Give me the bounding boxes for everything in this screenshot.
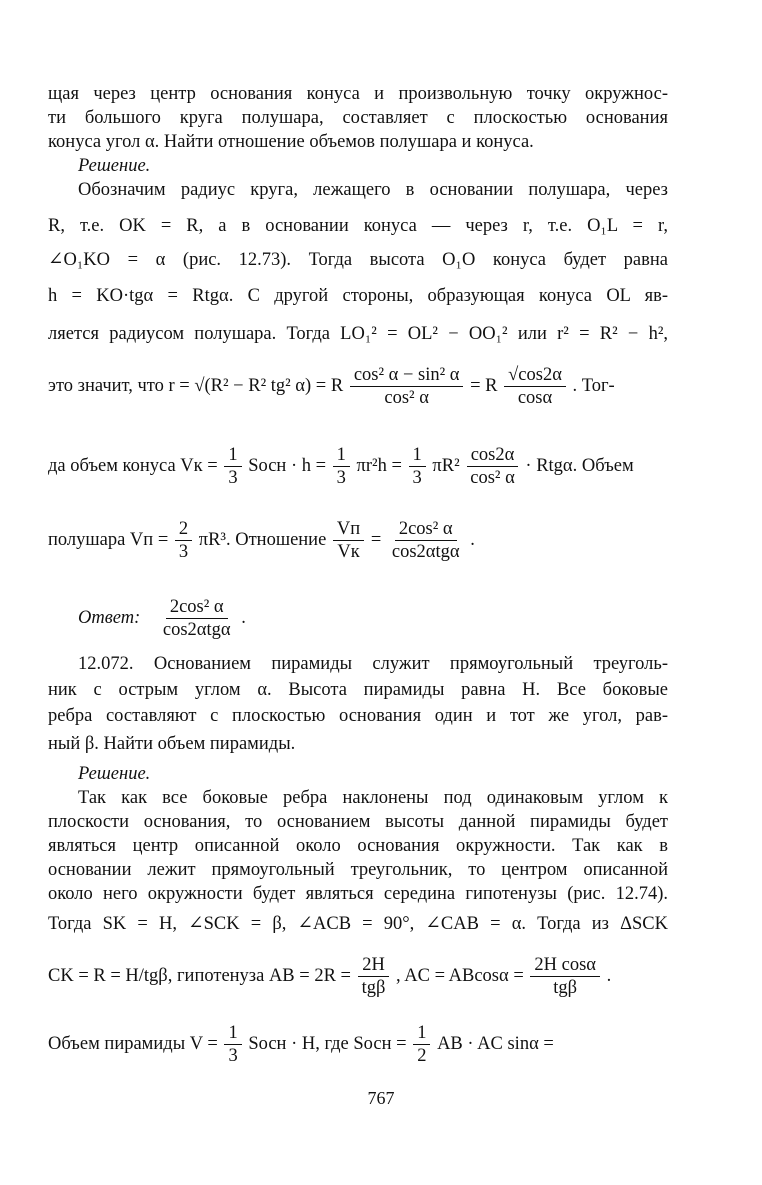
formula-line [48,444,668,489]
formula-text: Sосн · H, где Sосн = [248,1033,412,1054]
formula-text: · Rtgα. Объем [525,455,634,476]
fraction [224,444,241,489]
text-line: ник с острым углом α. Высота пирамиды равна H. Все боковые [48,680,668,700]
formula-text: Объем пирамиды V = [48,1033,223,1054]
denominator: 3 [228,468,238,488]
numerator: 1 [333,444,350,467]
denominator: 3 [178,542,189,562]
numerator: cos2α [467,444,519,467]
fraction [466,444,519,489]
denominator: 2 [417,1046,427,1066]
answer-label: Ответ: [78,607,141,628]
formula-text: πR³. Отношение [198,529,327,550]
numerator: √cos2α [504,364,566,387]
text-line: конуса угол α. Найти отношение объемов полушара и конуса. [48,132,534,152]
page-number: 767 [367,1088,395,1108]
fraction [530,954,600,999]
formula-text: это значит, что r = √(R² − R² tg² α) = R [48,375,344,396]
problem-statement: 12.072. Основанием пирамиды служит прямоугольный треуголь- [78,654,668,674]
answer-fraction [159,596,235,641]
denominator: 3 [412,468,422,488]
numerator: 2cos² α [395,518,457,541]
solution-heading: Решение. [78,156,151,176]
formula-line: полушара Vп = $\frac{2}{3}$ πR³. Отношение $\frac{Vп}{Vк}$ = $\frac{\text{2cos² α}}{\text{cos2αtgα}}$ . [48,519,475,562]
formula-text: Sосн · h = [248,455,331,476]
text-line: Тогда SK = H, ∠SCK = β, ∠ACB = 90°, ∠CAB = α. Тогда из ΔSCK [48,914,668,934]
denominator: cos² α [470,468,515,488]
text-line: основании лежит прямоугольный треугольник, то центром описанной [48,860,668,880]
text-line: ребра составляют с плоскостью основания один и тот же угол, рав- [48,706,668,726]
formula-text: πr²h = [356,455,407,476]
denominator: cos2αtgα [391,542,460,562]
answer-line: Ответ: $\frac{\text{2cos² α}}{\text{cos2αtgα}}$ . [78,597,246,640]
text-line: ти большого круга полушара, составляет с плоскостью основания [48,108,668,128]
denominator: 3 [228,1046,238,1066]
numerator: 2H cosα [530,954,600,977]
numerator: Vп [333,518,364,541]
numerator: cos² α − sin² α [350,364,464,387]
denominator: tgβ [361,978,386,998]
text-line: Обозначим радиус круга, лежащего в основании полушара, через [78,180,668,200]
denominator: cos² α [384,388,429,408]
fraction [388,518,464,563]
formula-text: CK = R = H/tgβ, гипотенуза AB = 2R = [48,965,356,986]
fraction [504,364,566,409]
numerator: 2H [358,954,389,977]
fraction [333,444,350,489]
text-line: щая через центр основания конуса и произвольную точку окружнос- [48,84,668,104]
numerator: 1 [413,1022,430,1045]
solution-heading: Решение. [78,764,151,784]
text-line: плоскости основания, то основанием высоты данной пирамиды будет [48,812,668,832]
denominator: Vк [337,542,360,562]
text-line: являться центр описанной около основания окружности. Так как в [48,836,668,856]
text-line: около него окружности будет являться середина гипотенузы (рис. 12.74). [48,884,668,904]
formula-line: CK = R = H/tgβ, гипотенуза AB = 2R = $\frac{2H}{\text{tgβ}}$ , AC = ABcosα = $\frac{\text{2H cosα}}{\text{tgβ}}$ . [48,955,612,998]
text-line: ляется радиусом полушара. Тогда LO₁² = OL² − OO₁² или r² = R² − h², [48,324,668,344]
fraction [409,444,426,489]
formula-line [48,364,668,409]
formula-text: = R [470,375,498,396]
denominator: cosα [517,388,553,408]
numerator: 1 [224,444,241,467]
denominator: tgβ [553,978,578,998]
formula-text: , AC = ABcosα = [396,965,529,986]
denominator: 3 [336,468,346,488]
numerator: 1 [409,444,426,467]
denominator: cos2αtgα [162,620,231,640]
formula-text: да объем конуса Vк = [48,455,223,476]
formula-text: . Тог- [572,375,615,396]
fraction [350,364,464,409]
formula-text: полушара Vп = [48,529,173,550]
formula-line [48,1022,668,1067]
numerator: 1 [224,1022,241,1045]
fraction [333,518,364,563]
formula-text: πR² [432,455,460,476]
numerator: 2cos² α [166,596,228,619]
fraction [358,954,390,999]
text-line: ∠O₁KO = α (рис. 12.73). Тогда высота O₁O конуса будет равна [48,250,668,270]
text-line: R, т.е. OK = R, а в основании конуса — через r, т.е. O₁L = r, [48,216,668,236]
numerator: 2 [175,518,192,541]
text-line: Так как все боковые ребра наклонены под одинаковым углом к [78,788,668,808]
text-line: ный β. Найти объем пирамиды. [48,734,296,754]
fraction [224,1022,241,1067]
fraction [413,1022,430,1067]
fraction [175,518,192,563]
formula-text: AB · AC sinα = [437,1033,554,1054]
text-line: h = KO·tgα = Rtgα. С другой стороны, образующая конуса OL яв- [48,286,668,306]
